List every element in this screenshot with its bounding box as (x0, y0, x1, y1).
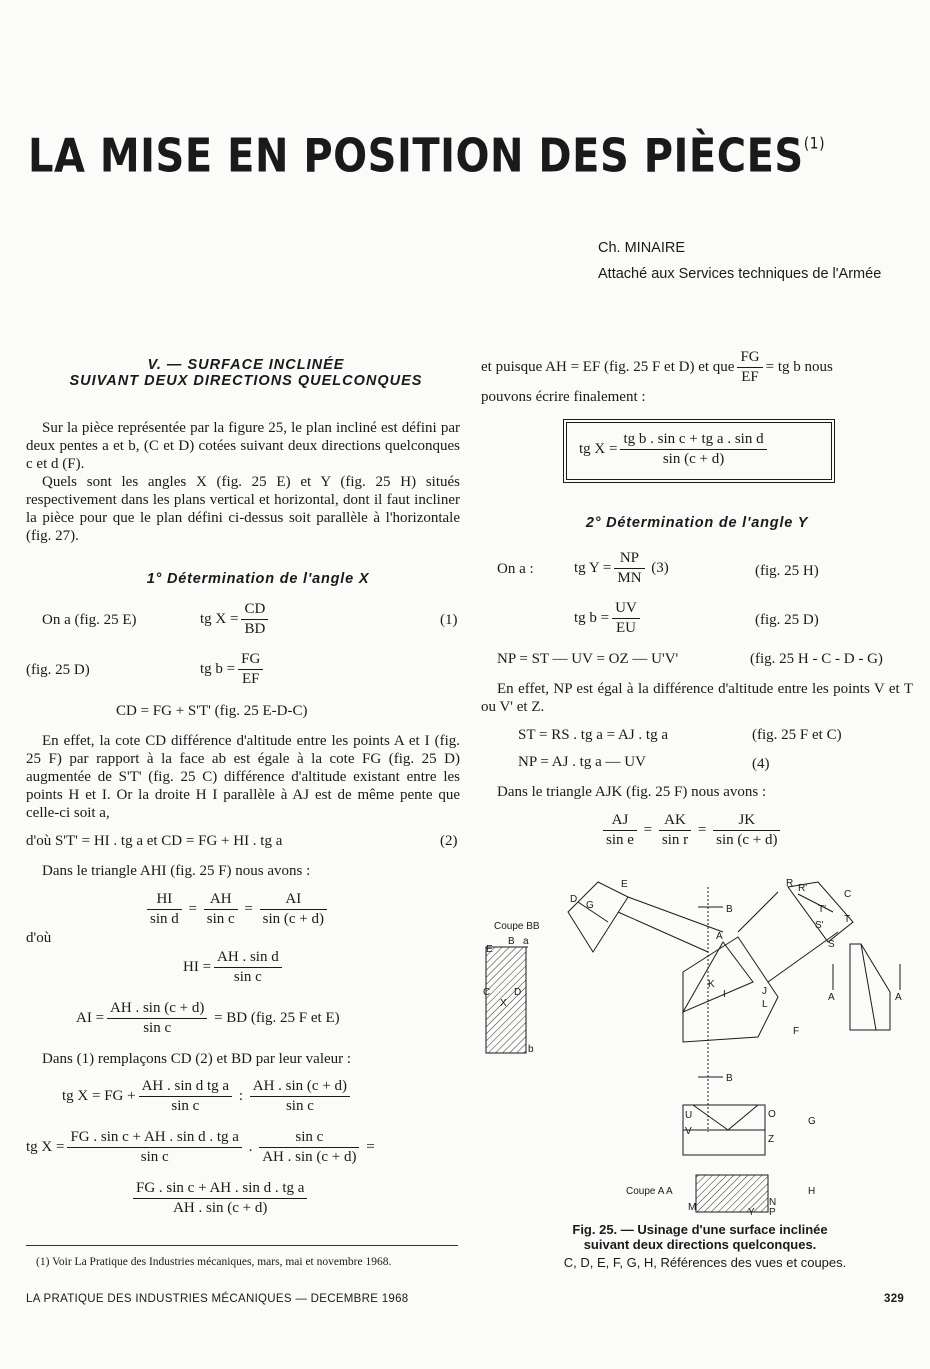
equation-np: NP = ST — UV = OZ — U'V' (497, 651, 679, 667)
svg-text:E: E (486, 944, 493, 955)
svg-text:M: M (688, 1202, 697, 1213)
svg-text:C: C (483, 987, 491, 998)
y1-ref: (fig. 25 H) (755, 563, 819, 579)
svg-text:S: S (828, 939, 835, 950)
eq4-number: (2) (440, 833, 458, 849)
svg-text:G: G (808, 1116, 816, 1127)
svg-text:A: A (895, 992, 902, 1003)
svg-text:R': R' (798, 883, 808, 894)
svg-text:O: O (768, 1109, 776, 1120)
svg-text:T': T' (818, 904, 827, 915)
equation-tgx-2: tg X = $\frac{\text{FG . sin c + AH . sin d . tg a}}{\text{sin c}}$ . $\frac{\text{sin c}}{AH . \sin (c + d)}$ = (26, 1129, 375, 1165)
svg-text:B: B (508, 936, 515, 947)
svg-text:D: D (570, 894, 578, 905)
equation-tgb: tg b = $\frac{UV}{EU}$ (574, 599, 643, 638)
eq1-label: On a (fig. 25 E) (42, 612, 137, 628)
dou-label: d'où (26, 930, 52, 946)
svg-text:I: I (723, 989, 726, 1000)
right-paragraph-1-end: pouvons écrire finalement : (481, 389, 646, 405)
equation-hi: HI = $\frac{\text{AH . sin d}}{\text{sin c}}$ (183, 948, 285, 987)
subheading-angle-y: 2° Détermination de l'angle Y (585, 515, 809, 531)
svg-text:P: P (769, 1207, 776, 1218)
paragraph-4: Dans le triangle AHI (fig. 25 F) nous avons : (42, 863, 311, 879)
right-equation-line: et puisque AH = EF (fig. 25 F et D) et que $\frac{FG}{EF}$ = tg b nous (481, 349, 833, 385)
equation-tgy: tg Y = $\frac{NP}{MN}$ (3) (574, 550, 669, 586)
subheading-angle-x: 1° Détermination de l'angle X (146, 571, 370, 587)
svg-text:X: X (500, 998, 507, 1009)
title-footnote-mark: (1) (803, 134, 826, 153)
svg-text:C: C (844, 889, 852, 900)
page-number: 329 (884, 1293, 905, 1305)
equation-st: ST = RS . tg a = AJ . tg a (518, 727, 668, 743)
svg-text:a: a (523, 936, 529, 947)
label-coupe-bb: Coupe BB (494, 921, 540, 932)
eq1-number: (1) (440, 612, 458, 628)
eq2-label: (fig. 25 D) (26, 662, 90, 678)
author-affiliation: Attaché aux Services techniques de l'Armée (598, 266, 882, 282)
svg-text:U: U (685, 1110, 693, 1121)
equation-np-2: NP = AJ . tg a — UV (518, 754, 646, 770)
svg-text:Y: Y (748, 1207, 755, 1218)
svg-text:B: B (726, 1073, 733, 1084)
equation-tgx-3: $\frac{\text{FG . sin c + AH . sin d . tg a}}{AH . \sin (c + d)}$ (130, 1179, 310, 1218)
footer-journal: LA PRATIQUE DES INDUSTRIES MÉCANIQUES — DECEMBRE 1968 (26, 1293, 409, 1305)
paragraph-2: Quels sont les angles X (fig. 25 E) et Y (fig. 25 H) situés respectivement dans les plans vertical et horizontal, dont il faut incliner la pièce pour que le plan défini ci-dessus soit parallèle à l'horizontale (fig. 27). (26, 474, 460, 544)
figure-caption: Fig. 25. — Usinage d'une surface inclinée suivant deux directions quelconques. (572, 1222, 828, 1252)
y2-ref: (fig. 25 D) (755, 612, 819, 628)
svg-text:R: R (786, 878, 794, 889)
equation-2: tg b = $\frac{FG}{EF}$ (200, 650, 266, 689)
result-box-tgx: tg X = $\frac{\text{tg b . sin c + tg a . sin d}}{\sin (c + d)}$ (566, 422, 832, 480)
svg-text:D: D (514, 987, 522, 998)
label-coupe-aa: Coupe A A (626, 1186, 673, 1197)
equation-sine-law-ajk: $\frac{AJ}{\text{sin e}}$ = $\frac{AK}{\text{sin r}}$ = $\frac{JK}{\sin (c + d)}$ (600, 811, 783, 850)
svg-text:N: N (769, 1197, 777, 1208)
page-title: LA MISE EN POSITION DES PIÈCES$^{(1)}$ (28, 130, 826, 183)
svg-text:H: H (808, 1186, 816, 1197)
svg-text:V: V (685, 1126, 692, 1137)
svg-text:Z: Z (768, 1134, 775, 1145)
footnote: (1) Voir La Pratique des Industries mécaniques, mars, mai et novembre 1968. (36, 1256, 392, 1268)
paragraph-1: Sur la pièce représentée par la figure 25, le plan incliné est défini par deux pentes a et b, (C et D) cotées suivant deux directions quelconques c et d (F). (26, 420, 460, 472)
svg-text:T: T (844, 914, 851, 925)
equation-4: d'où S'T' = HI . tg a et CD = FG + HI . tg a (26, 833, 283, 849)
y3-ref: (fig. 25 H - C - D - G) (750, 651, 883, 667)
svg-text:A: A (716, 931, 723, 942)
svg-text:L: L (762, 999, 768, 1010)
svg-text:S': S' (815, 920, 824, 931)
equation-sine-law-ahi: $\frac{HI}{\text{sin d}}$ = $\frac{AH}{\text{sin c}}$ = $\frac{AI}{\sin (c + d)}$ (144, 890, 330, 929)
equation-tgx-1: tg X = FG + $\frac{\text{AH . sin d tg a}}{\text{sin c}}$ : $\frac{AH . \sin (c + d)}{\text{sin c}}$ (62, 1077, 353, 1116)
footnote-rule (26, 1245, 458, 1246)
svg-text:E: E (621, 879, 628, 890)
svg-text:B: B (726, 904, 733, 915)
figure-25-drawing (478, 872, 918, 1220)
author-name: Ch. MINAIRE (598, 240, 686, 256)
svg-text:G: G (586, 900, 594, 911)
y4-ref: (fig. 25 F et C) (752, 727, 842, 743)
svg-text:b: b (528, 1044, 534, 1055)
paragraph-5: Dans (1) remplaçons CD (2) et BD par leur valeur : (42, 1051, 352, 1067)
svg-text:F: F (793, 1026, 800, 1037)
figure-caption-refs: C, D, E, F, G, H, Références des vues et coupes. (563, 1255, 847, 1270)
section-heading: V. — SURFACE INCLINÉE SUIVANT DEUX DIRECTIONS QUELCONQUES (69, 357, 423, 389)
svg-text:K: K (708, 979, 715, 990)
right-paragraph-2: En effet, NP est égal à la différence d'altitude entre les points V et T ou V' et Z. (481, 681, 913, 715)
svg-text:J: J (762, 986, 767, 997)
y5-number: (4) (752, 756, 770, 772)
right-paragraph-3: Dans le triangle AJK (fig. 25 F) nous avons : (497, 784, 767, 800)
equation-ai: AI = $\frac{AH . \sin (c + d)}{\text{sin c}}$ = BD (fig. 25 F et E) (76, 1000, 340, 1036)
svg-text:A: A (828, 992, 835, 1003)
paragraph-3: En effet, la cote CD différence d'altitude entre les points A et I (fig. 25 F) par rapport à la face ab est égale à la cote FG (fig. 25 D) augmentée de S'T' (fig. 25 C) différence d'altitude existant entre les points H et I. Or la droite H I parallèle à AJ est de même pente que celle-ci soit a, (26, 733, 460, 821)
equation-1: tg X = $\frac{CD}{BD}$ (200, 600, 271, 639)
equation-3: CD = FG + S'T' (fig. 25 E-D-C) (116, 703, 308, 719)
y1-label: On a : (497, 561, 534, 577)
